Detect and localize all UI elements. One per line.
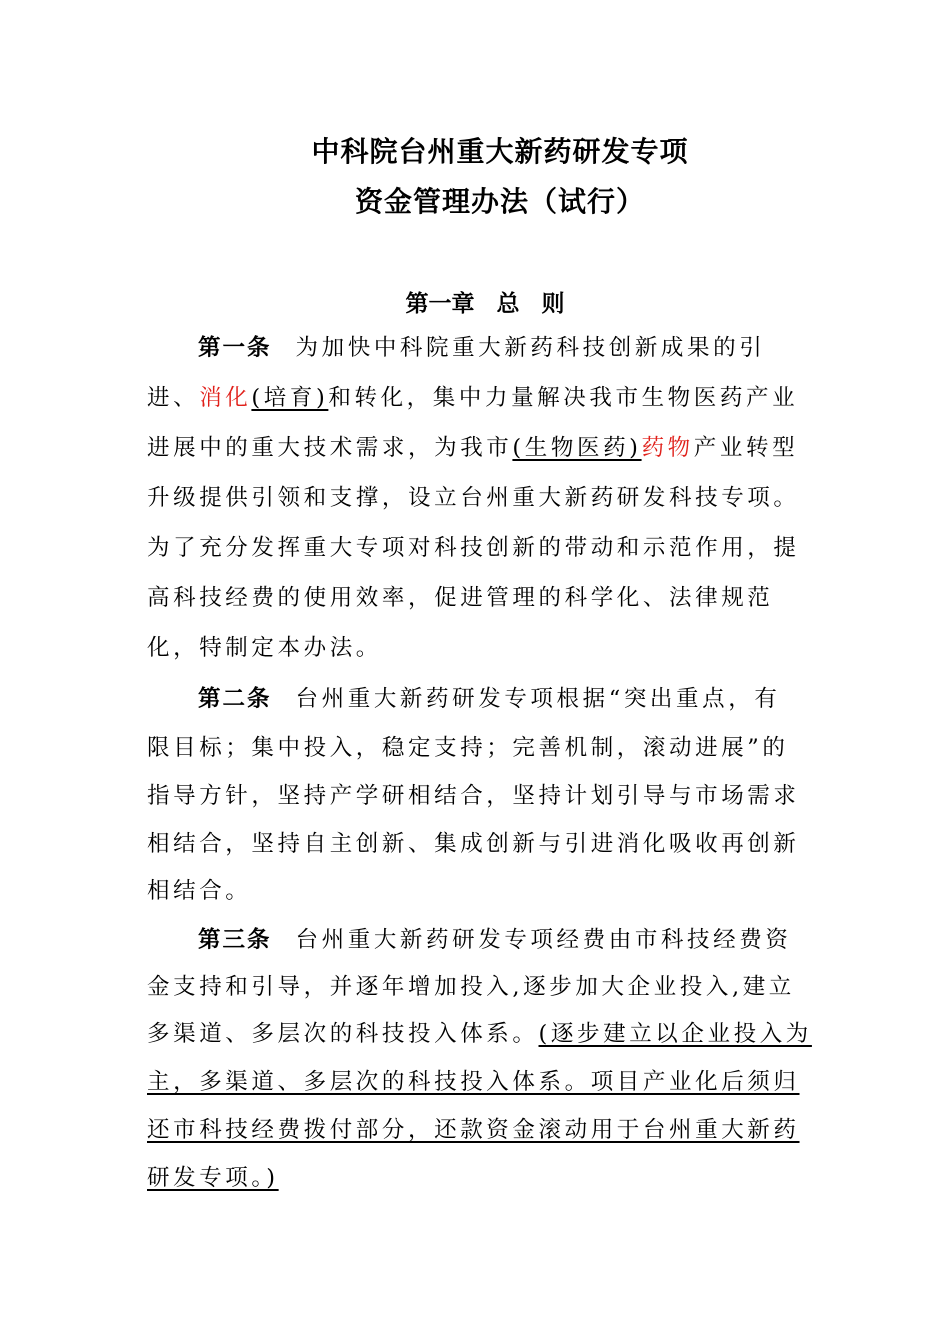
- revision-insert-text: 消化: [199, 385, 252, 411]
- article1-line-5: 为了充分发挥重大专项对科技创新的带动和示范作用，提: [147, 535, 800, 561]
- article3-label: 第三条: [198, 927, 272, 953]
- revision-insert-text: 药物: [641, 435, 694, 461]
- text-span: 产业转型: [693, 435, 799, 461]
- article1-line-3: [147, 433, 798, 463]
- article1-label: 第一条: [198, 335, 272, 361]
- text-span: 多渠道、多层次的科技投入体系。: [147, 1021, 539, 1047]
- article2-label: 第二条: [198, 686, 272, 712]
- chapter-heading: 第一章 总 则: [405, 291, 565, 317]
- article3-line-6: 研发专项。): [147, 1165, 279, 1191]
- article2-line-1: [198, 684, 780, 714]
- article2-line-4: 相结合，坚持自主创新、集成创新与引进消化吸收再创新: [147, 831, 800, 857]
- revision-underlined-text: (生物医药): [512, 435, 642, 461]
- revision-underlined-text: (培育): [251, 385, 329, 411]
- article1-line-7: 化，特制定本办法。: [147, 635, 382, 661]
- article1-line-1: [198, 333, 765, 363]
- article2-text: 台州重大新药研发专项根据“突出重点，有: [295, 686, 781, 712]
- document-title-line-2: 资金管理办法（试行）: [354, 185, 645, 218]
- article2-line-3: 指导方针，坚持产学研相结合，坚持计划引导与市场需求: [147, 783, 800, 809]
- article3-line-2: 金支持和引导，并逐年增加投入,逐步加大企业投入,建立: [147, 974, 795, 1000]
- article1-line-6: 高科技经费的使用效率，促进管理的科学化、法律规范: [147, 585, 774, 611]
- document-title-line-1: 中科院台州重大新药研发专项: [311, 135, 689, 168]
- article3-line-1: [198, 925, 791, 955]
- article1-text: 为加快中科院重大新药科技创新成果的引: [295, 335, 766, 361]
- revision-underlined-text: (逐步建立以企业投入为: [538, 1021, 812, 1047]
- article3-text: 台州重大新药研发专项经费由市科技经费资: [295, 927, 792, 953]
- article1-line-2: [147, 383, 798, 413]
- article1-line-4: 升级提供引领和支撑，设立台州重大新药研发科技专项。: [147, 485, 800, 511]
- text-span: 进展中的重大技术需求，为我市: [147, 435, 513, 461]
- article3-line-4: 主，多渠道、多层次的科技投入体系。项目产业化后须归: [147, 1069, 800, 1095]
- article2-line-5: 相结合。: [147, 878, 252, 904]
- article3-line-3: [147, 1019, 812, 1049]
- text-span: 和转化，集中力量解决我市生物医药产业: [328, 385, 799, 411]
- text-span: 进、: [147, 385, 200, 411]
- article2-line-2: 限目标；集中投入，稳定支持；完善机制，滚动进展”的: [147, 735, 789, 761]
- article3-line-5: 还市科技经费拨付部分，还款资金滚动用于台州重大新药: [147, 1117, 800, 1143]
